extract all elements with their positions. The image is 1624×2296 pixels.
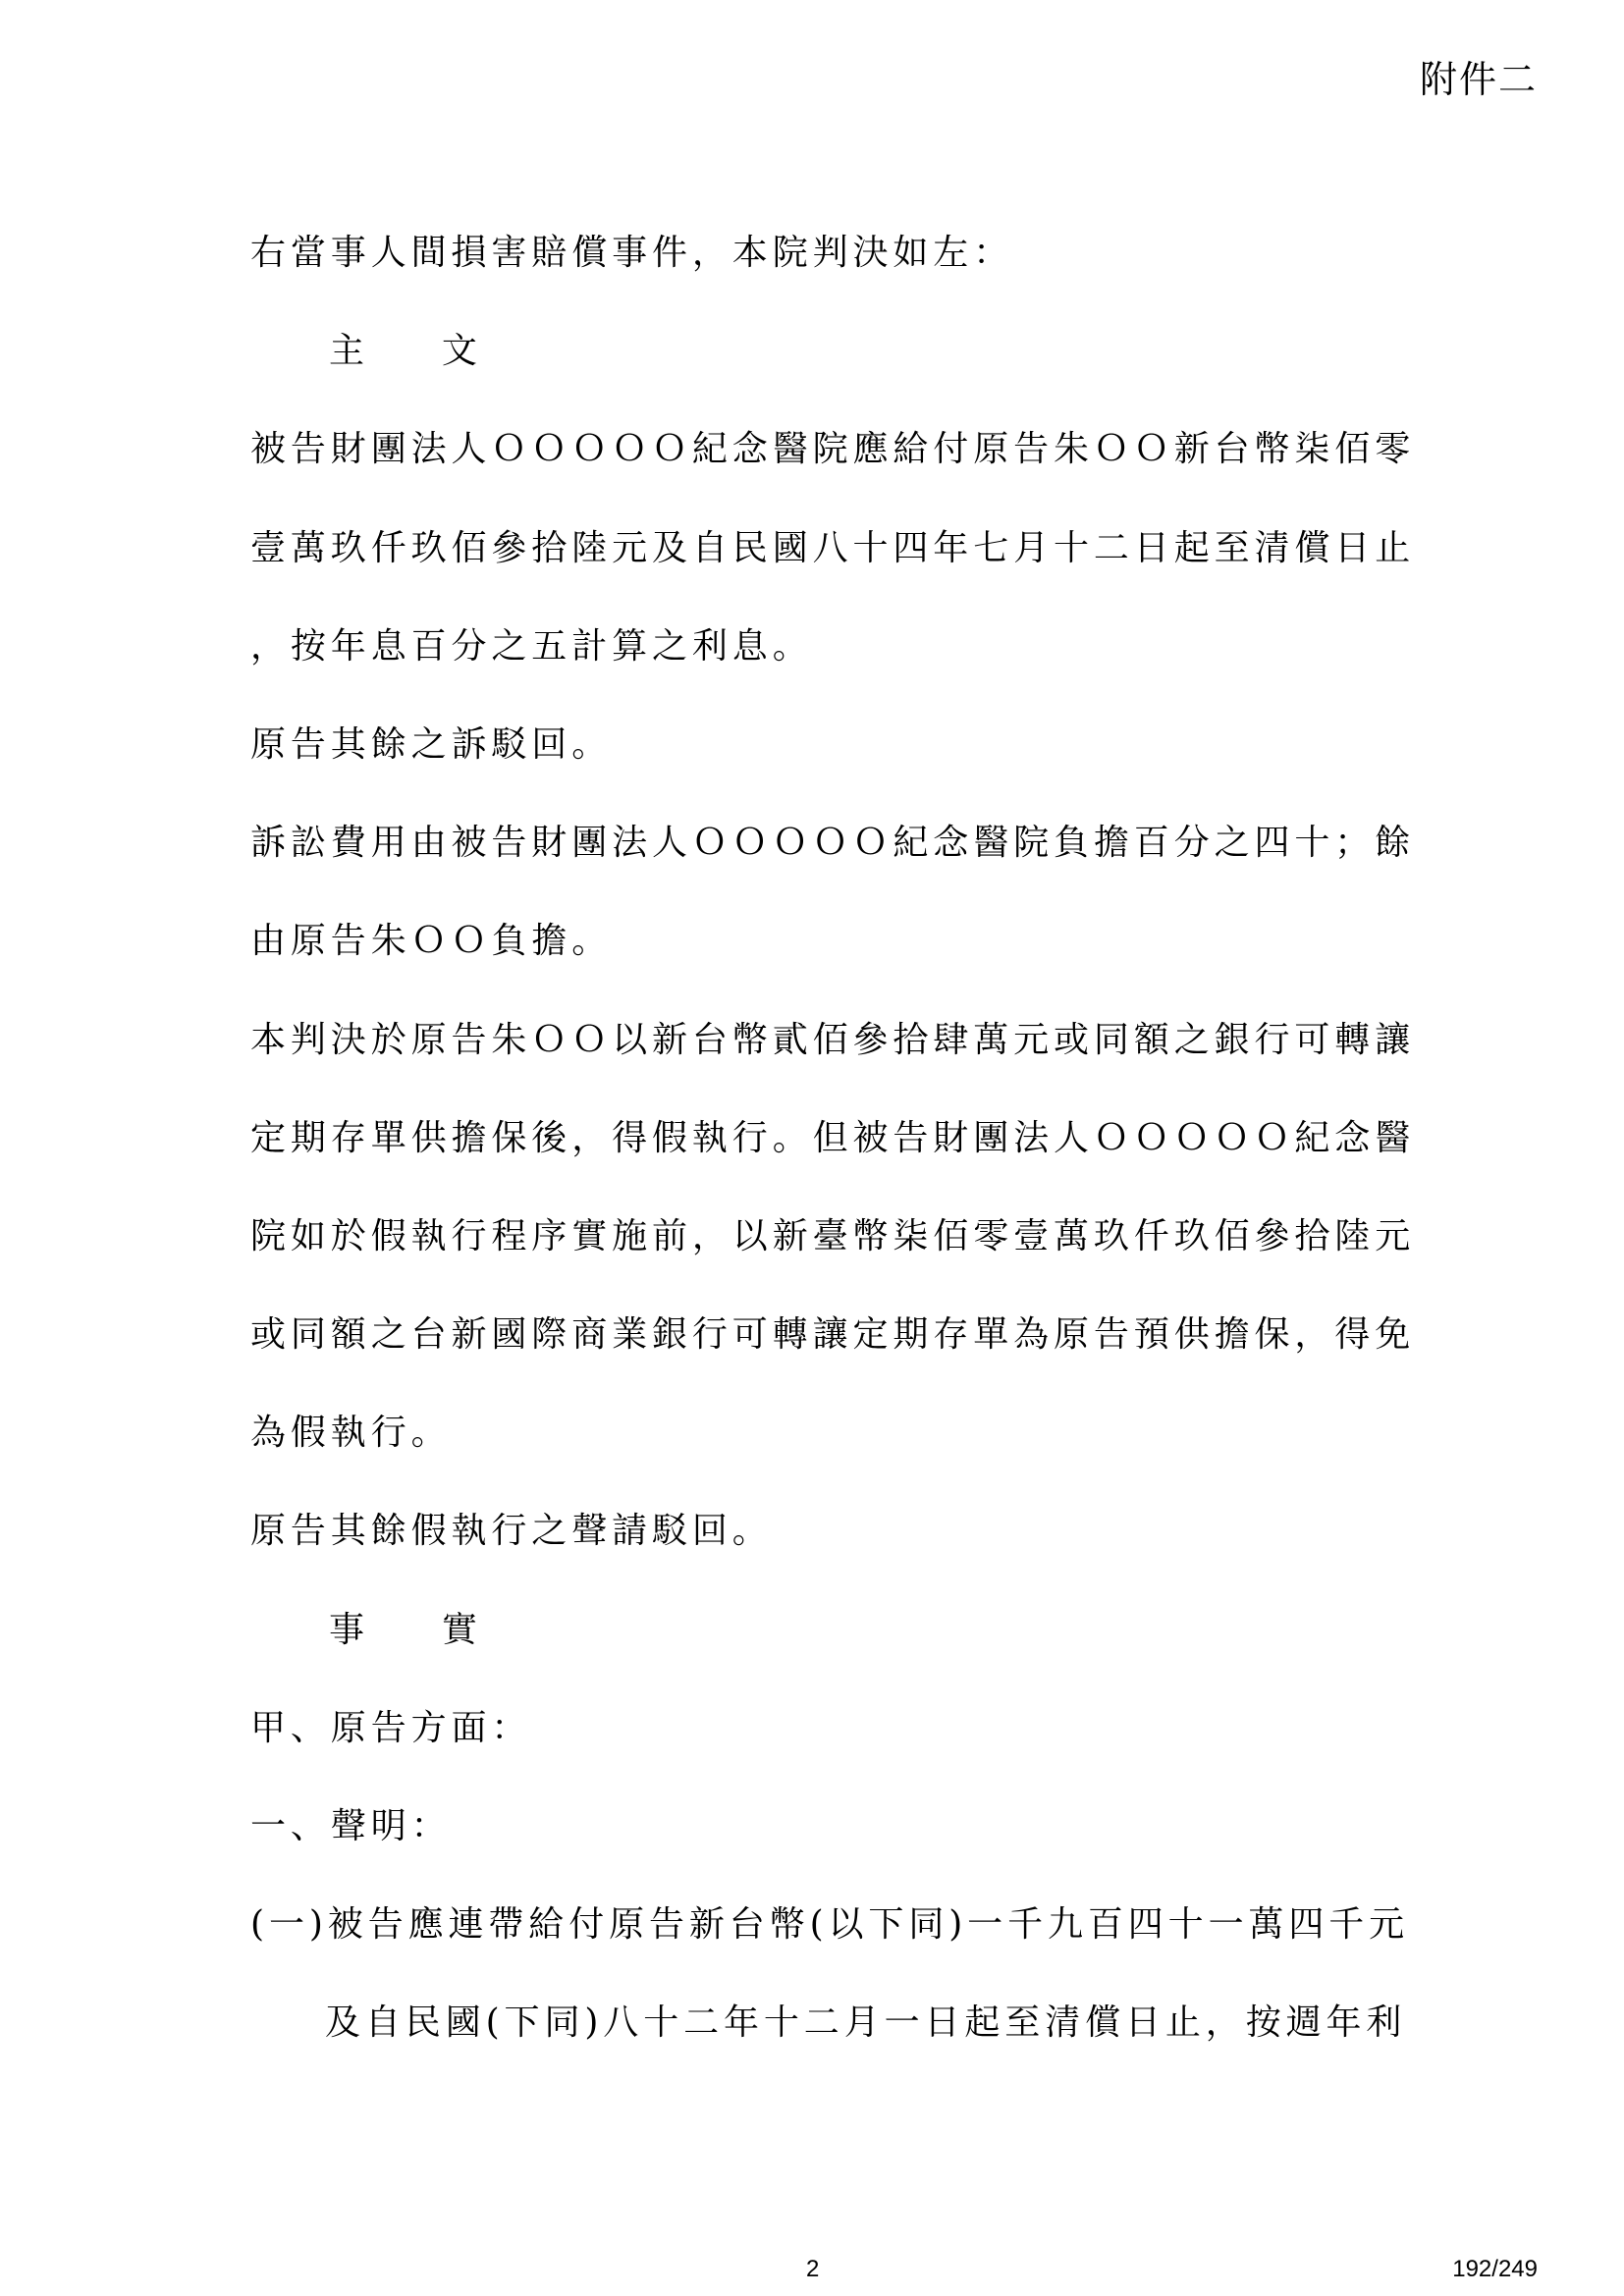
intro-line: 右當事人間損害賠償事件，本院判決如左： <box>250 233 1014 273</box>
page-number: 2 <box>806 2256 820 2282</box>
section-1-heading: 一、聲明： <box>250 1806 452 1846</box>
attachment-label: 附件二 <box>1419 58 1538 101</box>
paragraph-line: ，按年息百分之五計算之利息。 <box>250 625 813 667</box>
paragraph-line: 本判決於原告朱ＯＯ以新台幣貳佰參拾肆萬元或同額之銀行可轉讓 <box>250 1019 1416 1060</box>
paragraph-line: 訴訟費用由被告財團法人ＯＯＯＯＯ紀念醫院負擔百分之四十；餘 <box>250 823 1416 864</box>
heading-facts <box>250 1581 1360 1680</box>
paragraph-line: 由原告朱ＯＯ負擔。 <box>250 921 613 962</box>
judgment-body <box>250 204 1416 2073</box>
section-a-heading: 甲、原告方面： <box>250 1707 532 1748</box>
paragraph-line: 或同額之台新國際商業銀行可轉讓定期存單為原告預供擔保，得免 <box>250 1314 1416 1356</box>
heading-main <box>250 302 1360 400</box>
heading-main-char-2: 文 <box>441 331 482 372</box>
page-count: 192/249 <box>1452 2256 1538 2282</box>
heading-facts-char-1: 事 <box>329 1609 369 1650</box>
paragraph-line: 原告其餘之訴駁回。 <box>250 723 613 765</box>
paragraph-line: 院如於假執行程序實施前，以新臺幣柒佰零壹萬玖仟玖佰參拾陸元 <box>250 1215 1416 1256</box>
paragraph-line: 為假執行。 <box>250 1413 452 1454</box>
heading-facts-char-2: 實 <box>441 1609 482 1650</box>
heading-main-char-1: 主 <box>329 331 369 372</box>
item-line: 及自民國(下同)八十二年十二月一日起至清償日止，按週年利 <box>325 2002 1407 2044</box>
paragraph-line: 原告其餘假執行之聲請駁回。 <box>250 1511 773 1552</box>
paragraph-line: 被告財團法人ＯＯＯＯＯ紀念醫院應給付原告朱ＯＯ新台幣柒佰零 <box>250 429 1416 470</box>
item-line: (一)被告應連帶給付原告新台幣(以下同)一千九百四十一萬四千元 <box>250 1904 1410 1946</box>
paragraph-line: 壹萬玖仟玖佰參拾陸元及自民國八十四年七月十二日起至清償日止 <box>250 527 1416 568</box>
paragraph-line: 定期存單供擔保後，得假執行。但被告財團法人ＯＯＯＯＯ紀念醫 <box>250 1117 1416 1158</box>
